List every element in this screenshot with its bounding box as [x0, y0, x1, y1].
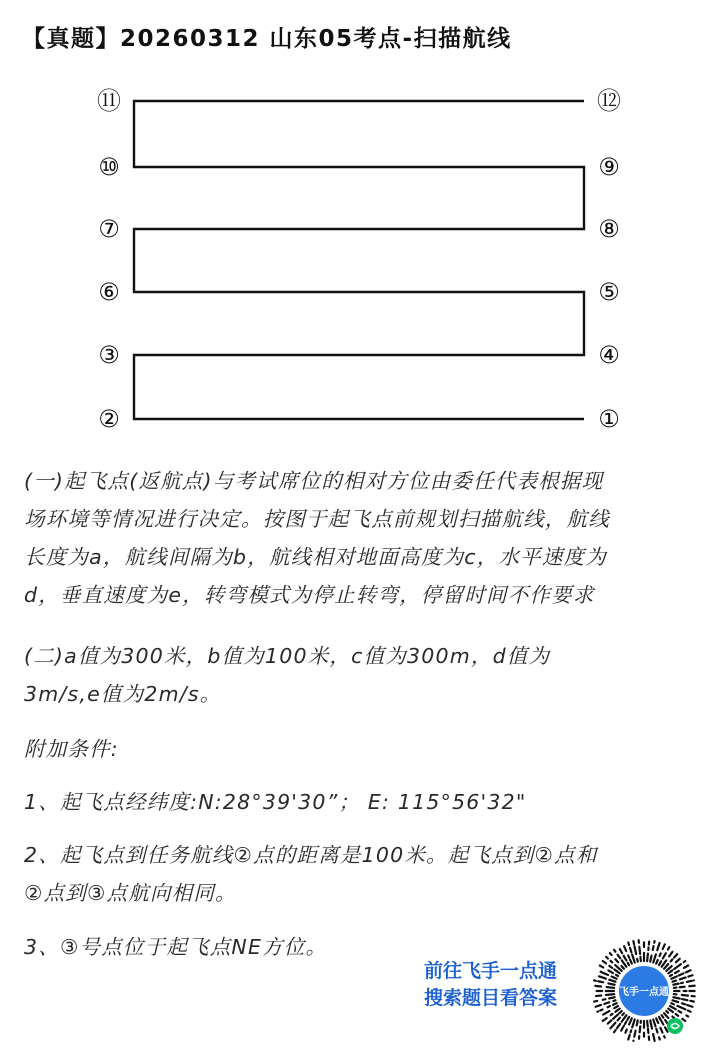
waypoint-label: ② [98, 405, 120, 433]
waypoint-label: ⑧ [598, 215, 620, 243]
condition-2-line: ②点到③点航向相同。 [24, 881, 237, 905]
waypoint-label: ⑤ [598, 278, 620, 306]
promo-text[interactable] [424, 958, 557, 1012]
page-title: 【真题】20260312 山东05考点-扫描航线 [22, 26, 512, 52]
waypoint-label: ① [598, 405, 620, 433]
conditions-heading [24, 730, 689, 768]
route-path [134, 101, 584, 419]
scan-route-diagram [0, 80, 707, 440]
promo-line-1: 前往飞手一点通 [424, 960, 558, 982]
waypoint-label: ⑩ [98, 153, 120, 181]
promo-line-2: 搜索题目看答案 [424, 987, 558, 1009]
section-1 [24, 462, 689, 614]
qr-center-label: 飞手一点通 [619, 987, 669, 998]
waypoint-label: ⑨ [598, 153, 620, 181]
waypoint-label: ⑫ [597, 87, 621, 115]
section-2-line: 3m/s,e值为2m/s。 [24, 682, 222, 706]
wechat-mini-badge-icon [667, 1018, 683, 1034]
section-1-line: 长度为a，航线间隔为b，航线相对地面高度为c，水平速度为 [24, 545, 607, 569]
condition-2-line: 2、起飞点到任务航线②点的距离是100米。起飞点到②点和 [24, 843, 598, 867]
section-1-line: 场环境等情况进行决定。按图于起飞点前规划扫描航线，航线 [24, 507, 610, 531]
condition-1-text: 1、起飞点经纬度:N:28°39'30”； E: 115°56'32" [24, 790, 527, 814]
condition-3 [24, 928, 689, 966]
section-1-line: d，垂直速度为e，转弯模式为停止转弯，停留时间不作要求 [24, 583, 595, 607]
waypoint-label: ④ [598, 341, 620, 369]
condition-2 [24, 836, 689, 912]
waypoint-label: ⑦ [98, 215, 120, 243]
waypoint-label: ③ [98, 341, 120, 369]
section-1-line: (一)起飞点(返航点)与考试席位的相对方位由委任代表根据现 [24, 469, 604, 493]
mini-program-qr-code[interactable] [591, 938, 697, 1044]
section-2 [24, 637, 689, 713]
waypoint-label: ⑥ [98, 278, 120, 306]
condition-3-text: 3、③号点位于起飞点NE方位。 [24, 935, 328, 959]
waypoint-label: ⑪ [97, 87, 121, 115]
conditions-heading-text: 附加条件: [24, 737, 119, 761]
section-2-line: (二)a值为300米，b值为100米，c值为300m，d值为 [24, 644, 551, 668]
condition-1 [24, 783, 689, 821]
